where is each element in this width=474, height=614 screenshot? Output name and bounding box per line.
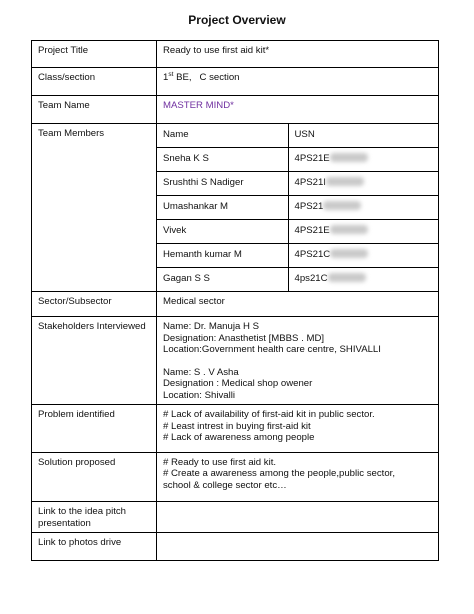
row-solution — [32, 452, 439, 502]
class-ordinal: st — [168, 70, 174, 78]
row-project-title — [32, 41, 439, 68]
value-project-title: Ready to use first aid kit* — [157, 41, 439, 68]
member-row — [157, 220, 438, 244]
value-pitch-link[interactable] — [157, 502, 439, 533]
solution-line: school & college sector etc… — [163, 479, 287, 491]
member-usn — [288, 148, 438, 172]
label-project-title: Project Title — [32, 41, 157, 68]
member-name: Gagan S S — [157, 268, 288, 292]
page-title: Project Overview — [188, 13, 286, 27]
label-photos-link: Link to photos drive — [32, 533, 157, 561]
row-pitch-link — [32, 502, 439, 533]
stakeholder-1-name: Name: Dr. Manuja H S — [163, 321, 259, 332]
usn-text: 4PS21E — [294, 225, 330, 236]
stakeholder-2-location: Location: Shivalli — [163, 389, 235, 401]
label-team-members: Team Members — [32, 124, 157, 292]
label-problem: Problem identified — [32, 405, 157, 453]
solution-line: # Create a awareness among the people,public sector, — [163, 468, 395, 479]
spacer — [163, 356, 434, 367]
label-team-name: Team Name — [32, 96, 157, 124]
row-stakeholders — [32, 317, 439, 405]
member-usn — [288, 172, 438, 196]
solution-line: # Ready to use first aid kit. — [163, 456, 277, 468]
member-row — [157, 196, 438, 220]
value-photos-link[interactable] — [157, 533, 439, 561]
row-team-name — [32, 96, 439, 124]
member-name: Vivek — [157, 220, 288, 244]
value-problem — [157, 405, 439, 453]
label-class-section: Class/section — [32, 68, 157, 96]
row-sector — [32, 292, 439, 317]
members-header-row — [157, 124, 438, 148]
value-sector: Medical sector — [157, 292, 439, 317]
stakeholder-2-designation: Designation : Medical shop owener — [163, 378, 313, 389]
label-stakeholders: Stakeholders Interviewed — [32, 317, 157, 405]
member-row — [157, 148, 438, 172]
label-pitch-link: Link to the idea pitch presentation — [32, 502, 157, 533]
problem-line: # Lack of availability of first-aid kit in public sector. — [163, 409, 375, 420]
redacted-blur — [323, 201, 361, 210]
label-solution: Solution proposed — [32, 452, 157, 502]
value-class-section — [157, 68, 439, 96]
redacted-blur — [330, 153, 368, 162]
row-photos-link — [32, 533, 439, 561]
member-usn — [288, 244, 438, 268]
label-sector: Sector/Subsector — [32, 292, 157, 317]
member-row — [157, 268, 438, 292]
member-row — [157, 244, 438, 268]
usn-text: 4PS21 — [294, 201, 324, 212]
row-class-section — [32, 68, 439, 96]
usn-text: 4PS21E — [294, 153, 330, 164]
value-stakeholders — [157, 317, 439, 405]
stakeholder-2-name: Name: S . V Asha — [163, 366, 239, 378]
value-team-name: MASTER MIND* — [157, 96, 439, 124]
team-members-table — [157, 124, 438, 291]
member-row — [157, 172, 438, 196]
member-name: Sneha K S — [157, 148, 288, 172]
member-usn — [288, 268, 438, 292]
class-number: 1 — [163, 72, 169, 83]
header-name: Name — [157, 124, 288, 148]
member-name: Hemanth kumar M — [157, 244, 288, 268]
redacted-blur — [326, 177, 364, 186]
member-name: Srushthi S Nadiger — [157, 172, 288, 196]
header-usn: USN — [288, 124, 438, 148]
member-usn — [288, 220, 438, 244]
redacted-blur — [330, 249, 368, 258]
member-usn — [288, 196, 438, 220]
project-overview-table — [31, 40, 439, 561]
team-members-cell — [157, 124, 439, 292]
stakeholder-1-designation: Designation: Anasthetist [MBBS . MD] — [163, 332, 325, 344]
usn-text: 4PS21I — [294, 177, 326, 188]
class-rest: BE, C section — [173, 72, 240, 83]
stakeholder-1-location: Location:Government health care centre, SHIVALLI — [163, 344, 381, 355]
value-solution — [157, 452, 439, 502]
row-team-members — [32, 124, 439, 292]
row-problem — [32, 405, 439, 453]
redacted-blur — [330, 225, 368, 234]
member-name: Umashankar M — [157, 196, 288, 220]
usn-text: 4ps21C — [294, 273, 328, 284]
problem-line: # Lack of awareness among people — [163, 432, 315, 443]
redacted-blur — [328, 273, 366, 282]
usn-text: 4PS21C — [294, 249, 331, 260]
problem-line: # Least intrest in buying first-aid kit — [163, 420, 311, 432]
